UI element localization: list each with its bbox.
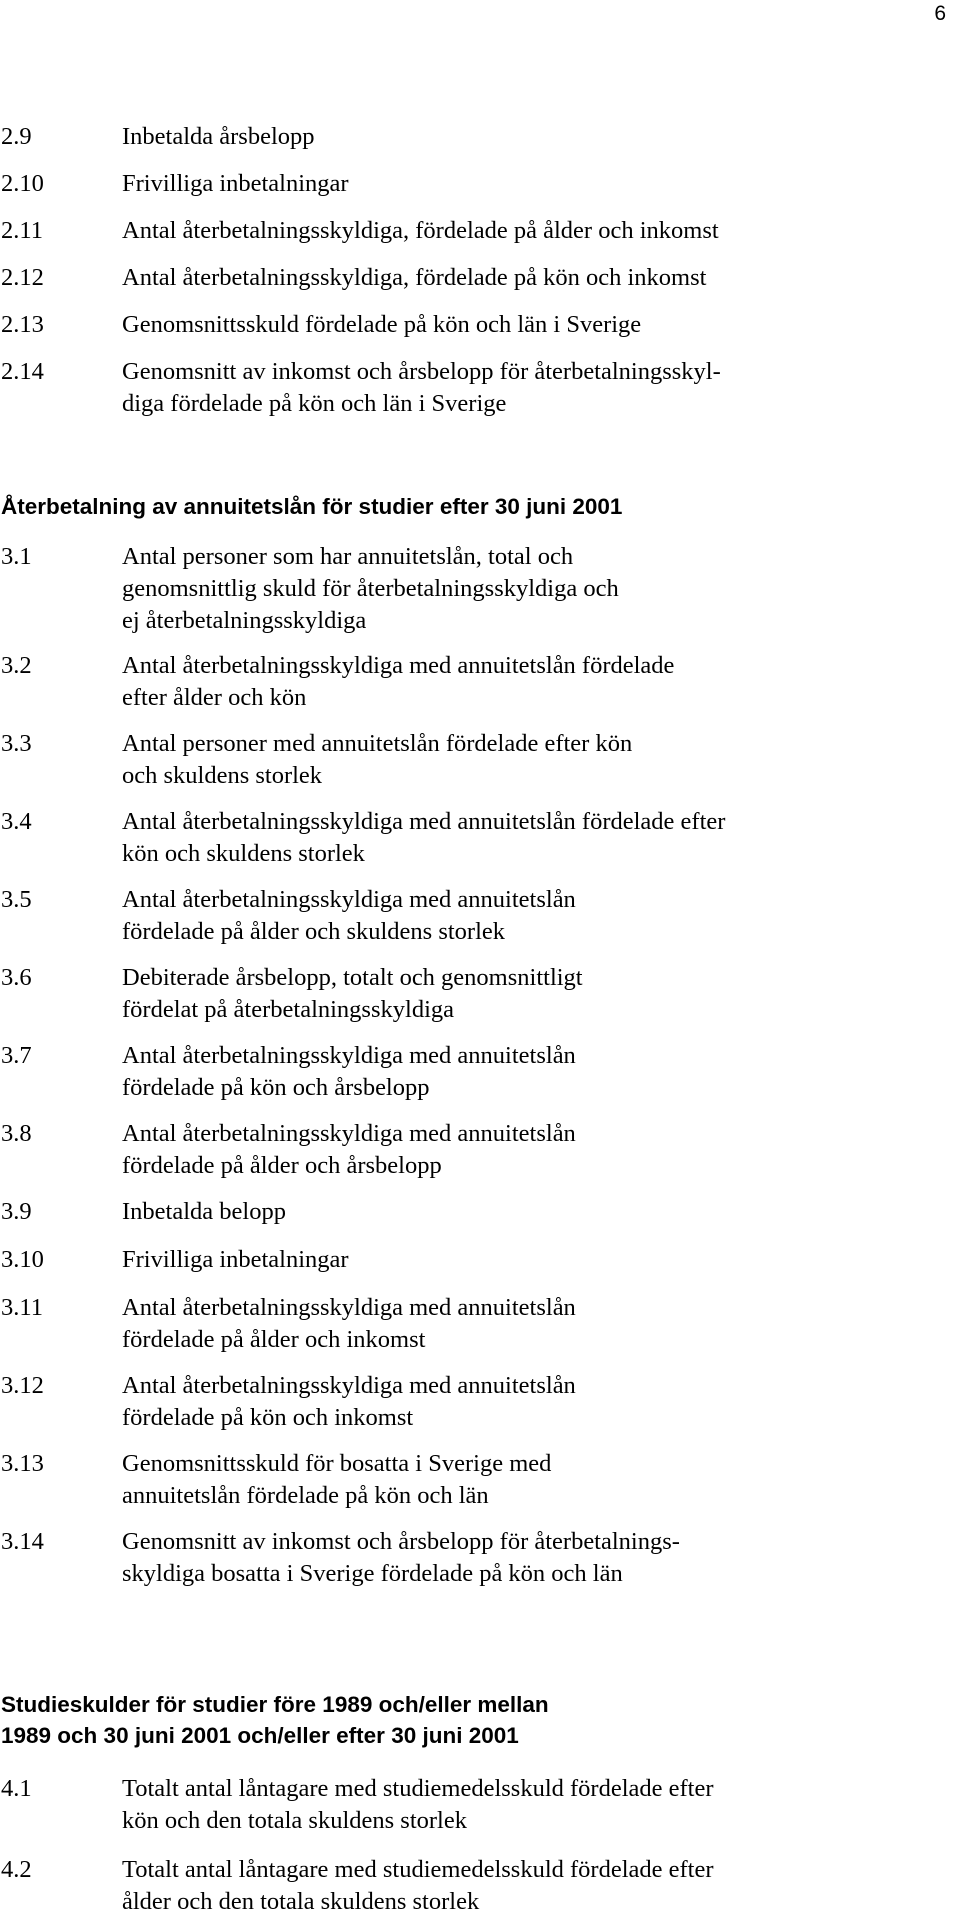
item-number: 3.2 bbox=[1, 652, 32, 679]
item-number: 3.4 bbox=[1, 808, 32, 835]
item-text: ålder och den totala skuldens storlek bbox=[122, 1888, 480, 1915]
list-item bbox=[0, 1854, 960, 1918]
item-text: Antal återbetalningsskyldiga med annuitetslån bbox=[122, 1120, 576, 1147]
item-text: Antal återbetalningsskyldiga med annuitetslån bbox=[122, 1042, 576, 1069]
heading-line: 1989 och 30 juni 2001 och/eller efter 30 juni 2001 bbox=[1, 1723, 519, 1748]
item-text: Frivilliga inbetalningar bbox=[122, 170, 349, 197]
item-text: Totalt antal låntagare med studiemedelsskuld fördelade efter bbox=[122, 1775, 714, 1802]
list-item bbox=[0, 262, 960, 294]
list-item bbox=[0, 1040, 960, 1104]
item-text: Antal personer med annuitetslån fördelade efter kön bbox=[122, 730, 633, 757]
item-text: diga fördelade på kön och län i Sverige bbox=[122, 390, 507, 417]
list-item bbox=[0, 728, 960, 792]
item-text: Antal återbetalningsskyldiga, fördelade på ålder och inkomst bbox=[122, 217, 719, 244]
item-text: Genomsnittsskuld för bosatta i Sverige med bbox=[122, 1450, 552, 1477]
item-text: kön och den totala skuldens storlek bbox=[122, 1807, 467, 1834]
list-item bbox=[0, 884, 960, 948]
list-item bbox=[0, 1118, 960, 1182]
list-item bbox=[0, 1244, 960, 1276]
list-item bbox=[0, 541, 960, 637]
page-number: 6 bbox=[934, 2, 946, 25]
item-text: annuitetslån fördelade på kön och län bbox=[122, 1482, 489, 1509]
item-text: Antal återbetalningsskyldiga med annuitetslån fördelade efter bbox=[122, 808, 726, 835]
item-text: fördelat på återbetalningsskyldiga bbox=[122, 996, 454, 1023]
item-number: 4.2 bbox=[1, 1856, 32, 1883]
item-text: Antal återbetalningsskyldiga med annuitetslån fördelade bbox=[122, 652, 675, 679]
list-item bbox=[0, 121, 960, 153]
item-number: 3.10 bbox=[1, 1246, 44, 1273]
item-number: 2.11 bbox=[1, 217, 43, 244]
item-number: 3.11 bbox=[1, 1294, 43, 1321]
item-text: Inbetalda belopp bbox=[122, 1198, 286, 1225]
item-text: Frivilliga inbetalningar bbox=[122, 1246, 349, 1273]
section-2-list bbox=[0, 121, 960, 417]
item-text: Genomsnittsskuld fördelade på kön och län i Sverige bbox=[122, 311, 642, 338]
section-4-list bbox=[0, 1773, 960, 1915]
heading-line: Studieskulder för studier före 1989 och/eller mellan bbox=[1, 1692, 549, 1717]
item-number: 4.1 bbox=[1, 1775, 32, 1802]
item-text: fördelade på kön och årsbelopp bbox=[122, 1074, 430, 1101]
list-item bbox=[0, 356, 960, 420]
item-number: 3.3 bbox=[1, 730, 32, 757]
list-item bbox=[0, 1773, 960, 1837]
item-text: kön och skuldens storlek bbox=[122, 840, 365, 867]
list-item bbox=[0, 168, 960, 200]
item-text: fördelade på ålder och skuldens storlek bbox=[122, 918, 506, 945]
item-number: 3.6 bbox=[1, 964, 32, 991]
item-number: 2.13 bbox=[1, 311, 44, 338]
section-3-heading: Återbetalning av annuitetslån för studier efter 30 juni 2001 bbox=[1, 494, 623, 519]
item-number: 2.9 bbox=[1, 123, 32, 150]
item-text: skyldiga bosatta i Sverige fördelade på kön och län bbox=[122, 1560, 623, 1587]
item-number: 3.1 bbox=[1, 543, 32, 570]
list-item bbox=[0, 1526, 960, 1590]
item-text: Antal återbetalningsskyldiga med annuitetslån bbox=[122, 886, 576, 913]
item-text: fördelade på kön och inkomst bbox=[122, 1404, 414, 1431]
list-item bbox=[0, 309, 960, 341]
item-text: Debiterade årsbelopp, totalt och genomsnittligt bbox=[122, 964, 583, 991]
list-item bbox=[0, 1196, 960, 1228]
item-text: och skuldens storlek bbox=[122, 762, 323, 789]
item-number: 2.10 bbox=[1, 170, 44, 197]
item-number: 3.12 bbox=[1, 1372, 44, 1399]
item-text: Antal återbetalningsskyldiga med annuitetslån bbox=[122, 1294, 576, 1321]
item-text: Totalt antal låntagare med studiemedelsskuld fördelade efter bbox=[122, 1856, 714, 1883]
item-number: 3.13 bbox=[1, 1450, 44, 1477]
item-text: genomsnittlig skuld för återbetalningsskyldiga och bbox=[122, 575, 619, 602]
list-item bbox=[0, 215, 960, 247]
item-number: 3.7 bbox=[1, 1042, 32, 1069]
item-number: 3.14 bbox=[1, 1528, 44, 1555]
item-text: Genomsnitt av inkomst och årsbelopp för återbetalningsskyl- bbox=[122, 358, 721, 385]
list-item bbox=[0, 1370, 960, 1434]
section-3-list bbox=[0, 541, 960, 1587]
item-number: 3.8 bbox=[1, 1120, 32, 1147]
item-text: fördelade på ålder och årsbelopp bbox=[122, 1152, 442, 1179]
list-item bbox=[0, 962, 960, 1026]
section-4-heading bbox=[1, 1689, 549, 1751]
item-text: efter ålder och kön bbox=[122, 684, 307, 711]
item-text: fördelade på ålder och inkomst bbox=[122, 1326, 426, 1353]
item-number: 3.9 bbox=[1, 1198, 32, 1225]
item-text: ej återbetalningsskyldiga bbox=[122, 607, 367, 634]
item-number: 3.5 bbox=[1, 886, 32, 913]
list-item bbox=[0, 806, 960, 870]
item-number: 2.12 bbox=[1, 264, 44, 291]
item-text: Antal återbetalningsskyldiga med annuitetslån bbox=[122, 1372, 576, 1399]
item-number: 2.14 bbox=[1, 358, 44, 385]
item-text: Antal återbetalningsskyldiga, fördelade på kön och inkomst bbox=[122, 264, 707, 291]
item-text: Genomsnitt av inkomst och årsbelopp för återbetalnings- bbox=[122, 1528, 680, 1555]
list-item bbox=[0, 1448, 960, 1512]
list-item bbox=[0, 1292, 960, 1356]
item-text: Inbetalda årsbelopp bbox=[122, 123, 315, 150]
list-item bbox=[0, 650, 960, 714]
item-text: Antal personer som har annuitetslån, total och bbox=[122, 543, 574, 570]
